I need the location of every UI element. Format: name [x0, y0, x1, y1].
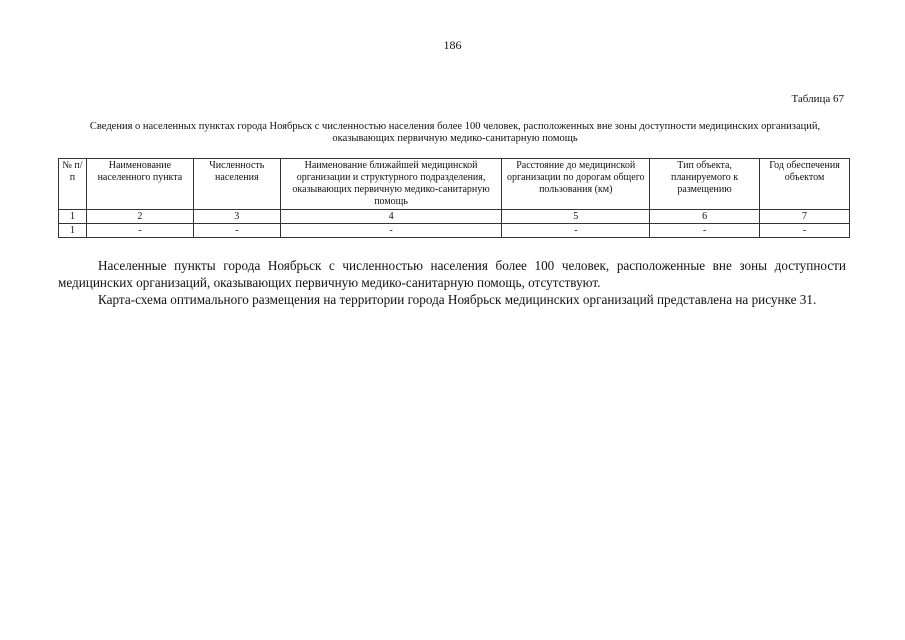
table-caption: Сведения о населенных пунктах города Ноябрьск с численностью населения более 100 человек, расположенных вне зоны доступности медицинских организаций, оказывающих первичную медико-санитарную помощь [89, 121, 821, 144]
table-cell: - [650, 224, 760, 238]
table-cell: 1 [59, 210, 87, 224]
table-cell: 3 [193, 210, 280, 224]
table-cell: - [193, 224, 280, 238]
table-cell: 5 [502, 210, 650, 224]
header-population: Численность населения [193, 159, 280, 210]
table-row [59, 210, 850, 224]
header-settlement-name: Наименование населенного пункта [86, 159, 193, 210]
header-number: № п/п [59, 159, 87, 210]
page-number: 186 [443, 38, 462, 52]
table-cell: - [760, 224, 850, 238]
table-row [59, 224, 850, 238]
table-cell: - [86, 224, 193, 238]
paragraph-no-settlements: Населенные пункты города Ноябрьск с численностью населения более 100 человек, расположенные вне зоны доступности медицинских организаций, оказывающих первичную медико-санитарную помощь, отсутствуют. [58, 258, 846, 290]
table-header-row [59, 159, 850, 210]
body-text [58, 257, 846, 308]
table-label: Таблица 67 [791, 93, 844, 105]
table-cell: 1 [59, 224, 87, 238]
table-cell: 4 [280, 210, 502, 224]
table-cell: 6 [650, 210, 760, 224]
paragraph-map-reference: Карта-схема оптимального размещения на территории города Ноябрьск медицинских организаций представлена на рисунке 31. [98, 292, 817, 307]
header-distance: Расстояние до медицинской организации по дорогам общего пользования (км) [502, 159, 650, 210]
table-cell: 2 [86, 210, 193, 224]
table-cell: 7 [760, 210, 850, 224]
data-table [58, 158, 850, 238]
table-cell: - [280, 224, 502, 238]
header-nearest-organization: Наименование ближайшей медицинской организации и структурного подразделения, оказывающих первичную медико-санитарную помощь [280, 159, 502, 210]
header-object-type: Тип объекта, планируемого к размещению [650, 159, 760, 210]
header-year: Год обеспечения объектом [760, 159, 850, 210]
table-cell: - [502, 224, 650, 238]
